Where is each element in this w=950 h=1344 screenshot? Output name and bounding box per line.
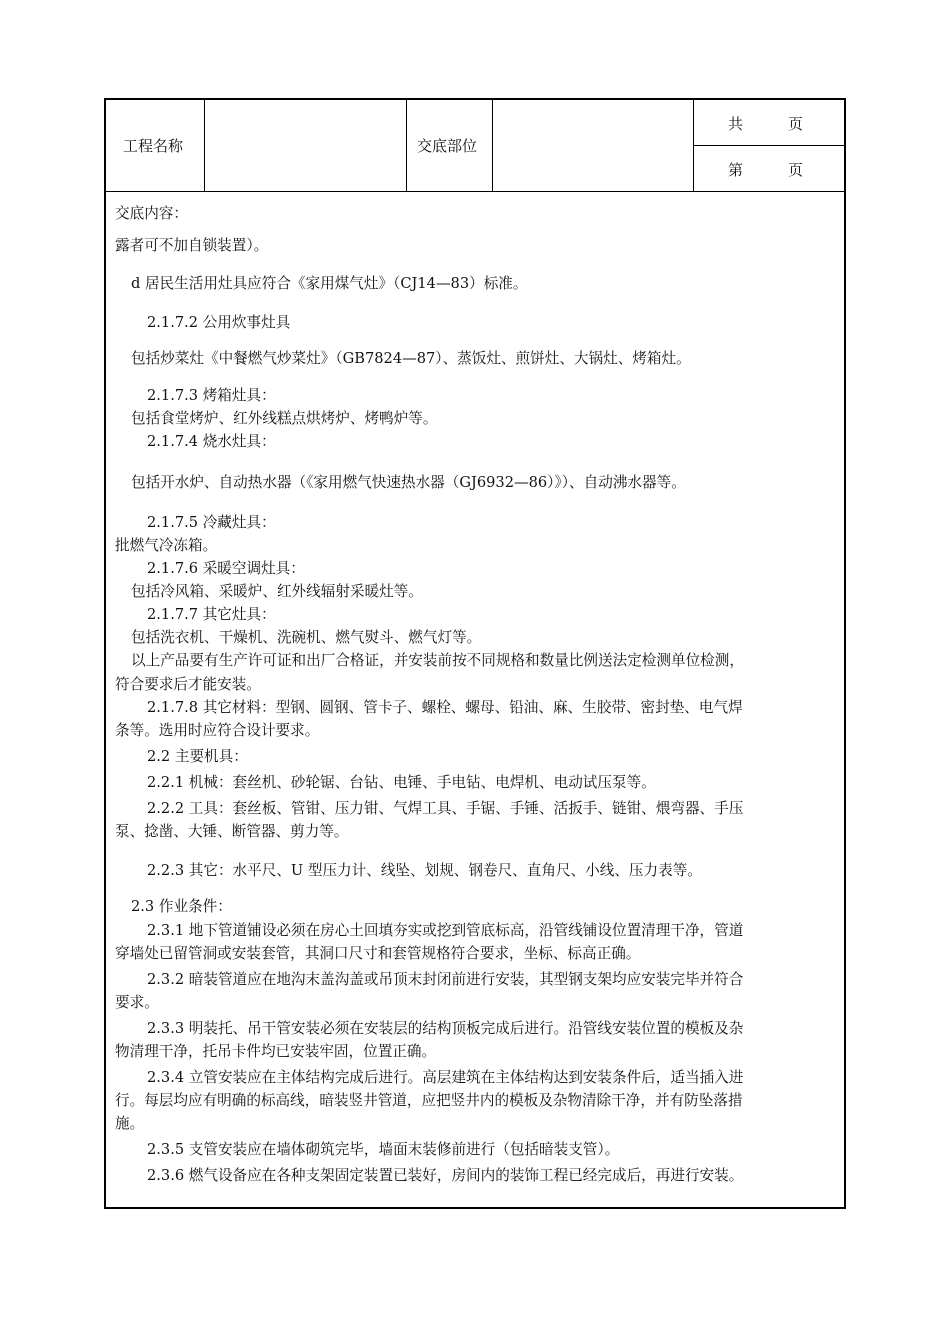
disclosure-location-label: 交底部位 — [417, 137, 478, 155]
total-pages: 共 页 — [728, 115, 804, 133]
content-line: 2.1.7.8 其它材料：型钢、圆钢、管卡子、螺栓、螺母、铅油、麻、生胶带、密封垫、电气焊 — [147, 699, 743, 716]
content-line: 包括炒菜灶《中餐燃气炒菜灶》（GB7824—87）、蒸饭灶、煎饼灶、大锅灶、烤箱灶。 — [131, 350, 691, 367]
content-line: 包括洗衣机、干燥机、洗碗机、燃气熨斗、燃气灯等。 — [131, 629, 482, 646]
content-line: 2.3.6 燃气设备应在各种支架固定装置已装好，房间内的装饰工程已经完成后，再进行安装。 — [147, 1167, 744, 1184]
content-line: 条等。选用时应符合设计要求。 — [115, 722, 320, 739]
content-line: 2.3.3 明装托、吊干管安装必须在安装层的结构顶板完成后进行。沿管线安装位置的模板及杂 — [147, 1020, 744, 1037]
header-divider — [204, 100, 205, 192]
content-line: 批燃气冷冻箱。 — [115, 537, 218, 554]
content-line: 2.2.1 机械：套丝机、砂轮锯、台钻、电锤、手电钻、电焊机、电动试压泵等。 — [147, 774, 656, 791]
content-line: 2.2.3 其它：水平尺、U 型压力计、线坠、划规、钢卷尺、直角尺、小线、压力表等。 — [147, 862, 702, 879]
section-heading: 2.2 主要机具： — [147, 748, 248, 765]
content-line: 包括食堂烤炉、红外线糕点烘烤炉、烤鸭炉等。 — [131, 410, 438, 427]
section-heading: 2.1.7.3 烤箱灶具： — [147, 387, 276, 404]
disclosure-form — [104, 98, 846, 1209]
content-line: 泵、捻凿、大锤、断管器、剪力等。 — [115, 823, 349, 840]
content-line: 2.3.5 支管安装应在墙体砌筑完毕，墙面末装修前进行（包括暗装支管）。 — [147, 1141, 620, 1158]
content-line: 物清理干净，托吊卡件均已安装牢固，位置正确。 — [115, 1043, 437, 1060]
content-line: 要求。 — [115, 994, 159, 1011]
form-header — [106, 100, 844, 192]
page-number: 第 页 — [728, 161, 804, 179]
content-line: 2.3.4 立管安装应在主体结构完成后进行。高层建筑在主体结构达到安装条件后，适当插入进 — [147, 1069, 744, 1086]
section-heading: 2.1.7.2 公用炊事灶具 — [147, 314, 291, 331]
content-line: 包括开水炉、自动热水器（《家用燃气快速热水器（GJ6932—86）》）、自动沸水器等。 — [131, 474, 686, 491]
content-line: 行。每层均应有明确的标高线，暗装竖井管道，应把竖井内的模板及杂物清除干净，并有防坠落措 — [115, 1092, 743, 1109]
project-name-label: 工程名称 — [123, 137, 184, 155]
header-divider — [406, 100, 407, 192]
page-cell-divider — [693, 145, 844, 146]
content-line: 2.2.2 工具：套丝板、管钳、压力钳、气焊工具、手锯、手锤、活扳手、链钳、煨弯器、手压 — [147, 800, 744, 817]
section-heading: 2.1.7.6 采暖空调灶具： — [147, 560, 305, 577]
content-line: 包括冷风箱、采暖炉、红外线辐射采暖灶等。 — [131, 583, 423, 600]
section-heading: 2.3 作业条件： — [131, 898, 232, 915]
content-line: 符合要求后才能安装。 — [115, 676, 261, 693]
content-line: 施。 — [115, 1115, 145, 1132]
header-divider — [492, 100, 493, 192]
content-label: 交底内容： — [115, 205, 188, 222]
content-line: 2.3.2 暗装管道应在地沟末盖沟盖或吊顶末封闭前进行安装，其型钢支架均应安装完毕并符合 — [147, 971, 744, 988]
content-line: d 居民生活用灶具应符合《家用煤气灶》（CJ14—83）标准。 — [131, 275, 528, 292]
content-line: 以上产品要有生产许可证和出厂合格证，并安装前按不同规格和数量比例送法定检测单位检测， — [131, 652, 744, 669]
header-divider — [693, 100, 694, 192]
section-heading: 2.1.7.5 冷藏灶具： — [147, 514, 276, 531]
content-line: 2.3.1 地下管道铺设必须在房心土回填夯实或挖到管底标高，沿管线铺设位置清理干净，管道 — [147, 922, 744, 939]
content-line: 露者可不加自锁装置）。 — [115, 237, 269, 254]
content-line: 穿墙处已留管洞或安装套管，其洞口尺寸和套管规格符合要求，坐标、标高正确。 — [115, 945, 641, 962]
section-heading: 2.1.7.4 烧水灶具： — [147, 433, 276, 450]
section-heading: 2.1.7.7 其它灶具： — [147, 606, 276, 623]
